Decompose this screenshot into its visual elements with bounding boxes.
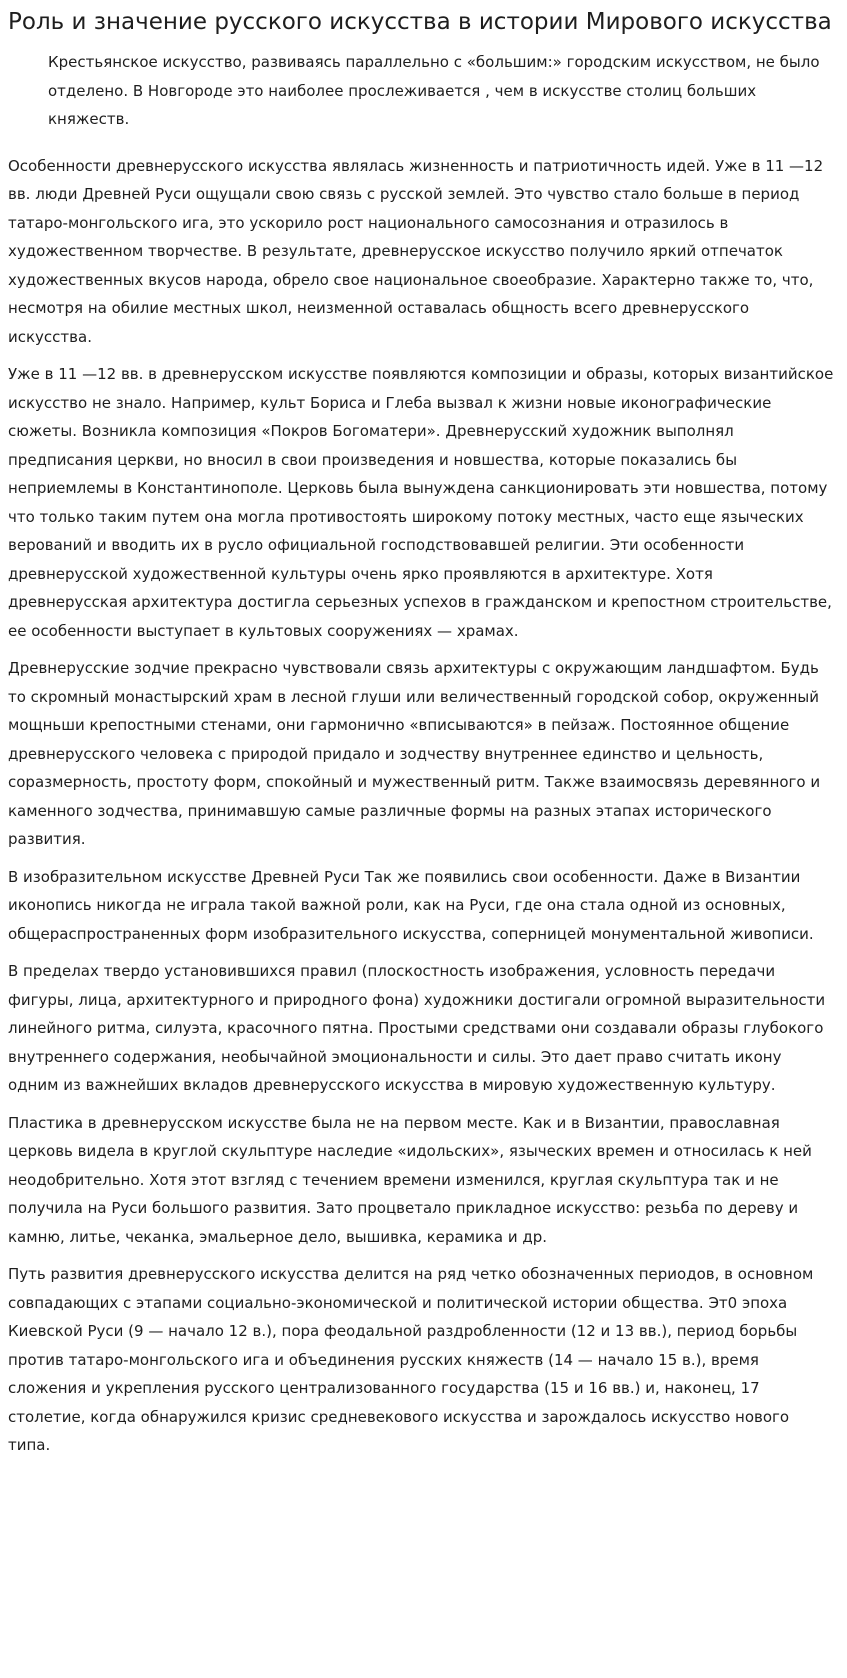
paragraph-4: В изобразительном искусстве Древней Руси Так же появились свои особенности. Даже в Византии иконопись никогда не играла такой важной роли, как на Руси, где она стала одной из основных, общераспространенных форм изобразительного искусства, соперницей монументальной живописи. <box>8 867 814 943</box>
paragraph-2: Уже в 11 —12 вв. в древнерусском искусстве появляются композиции и образы, которых византийское искусство не знало. Например, культ Бориса и Глеба вызвал к жизни новые иконографические сюжеты. Возникла композиция «Покров Богоматери». Древнерусский художник выполнял предписания церкви, но вносил в свои произведения и новшества, которые показались бы неприемлемы в Константинополе. Церковь была вынуждена санкционировать эти новшества, потому что только таким путем она могла противостоять широкому потоку местных, часто еще языческих верований и вводить их в русло официальной господствовавшей религии. Эти особенности древнерусской художественной культуры очень ярко проявляются в архитектуре. Хотя древнерусская архитектура достигла серьезных успехов в гражданском и крепостном строительстве, ее особенности выступает в культовых сооружениях — храмах. <box>8 365 834 640</box>
paragraph-5: В пределах твердо установившихся правил (плоскостность изображения, условность передачи фигуры, лица, архитектурного и природного фона) художники достигали огромной выразительности линейного ритма, силуэта, красочного пятна. Простыми средствами они создавали образы глубокого внутреннего содержания, необычайной эмоциональности и силы. Это дает право считать икону одним из важнейших вкладов древнерусского искусства в мировую художественную культуру. <box>8 962 826 1094</box>
document-title: Роль и значение русского искусства в истории Мирового искусства <box>8 9 832 35</box>
paragraph-1: Особенности древнерусского искусства являлась жизненность и патриотичность идей. Уже в 11 —12 вв. люди Древней Руси ощущали свою связь с русской землей. Это чувство стало больше в период татаро-монгольского ига, это ускорило рост национального самосознания и отразилось в художественном творчестве. В результате, древнерусское искусство получило яркий отпечаток художественных вкусов народа, обрело свое национальное своеобразие. Характерно также то, что, несмотря на обилие местных школ, неизменной оставалась общность всего древнерусского искусства. <box>8 156 824 346</box>
epigraph: Крестьянское искусство, развиваясь параллельно с «большим:» городским искусством, не было отделено. В Новгороде это наиболее прослеживается , чем в искусстве столиц больших княжеств. <box>48 53 820 128</box>
paragraph-7: Путь развития древнерусского искусства делится на ряд четко обозначенных периодов, в основном совпадающих с этапами социально-экономической и политической истории общества. Эт0 эпоха Киевской Руси (9 — начало 12 в.), пора феодальной раздробленности (12 и 13 вв.), период борьбы против татаро-монгольского ига и объединения русских княжеств (14 — начало 15 в.), время сложения и укрепления русского централизованного государства (15 и 16 вв.) и, наконец, 17 столетие, когда обнаружился кризис средневекового искусства и зарождалось искусство нового типа. <box>8 1265 814 1454</box>
paragraph-6: Пластика в древнерусском искусстве была не на первом месте. Как и в Византии, православная церковь видела в круглой скульптуре наследие «идольских», языческих времен и относилась к ней неодобрительно. Хотя этот взгляд с течением времени изменился, круглая скульптура так и не получила на Руси большого развития. Зато процветало прикладное искусство: резьба по дереву и камню, литье, чеканка, эмальерное дело, вышивка, керамика и др. <box>8 1113 812 1246</box>
paragraph-3: Древнерусские зодчие прекрасно чувствовали связь архитектуры с окружающим ландшафтом. Будь то скромный монастырский храм в лесной глуши или величественный городской собор, окруженный мощньши крепостными стенами, они гармонично «вписываются» в пейзаж. Постоянное общение древнерусского человека с природой придало и зодчеству внутреннее единство и цельность, соразмерность, простоту форм, спокойный и мужественный ритм. Также взаимосвязь деревянного и каменного зодчества, принимавшую самые различные формы на разных этапах исторического развития. <box>8 659 821 848</box>
